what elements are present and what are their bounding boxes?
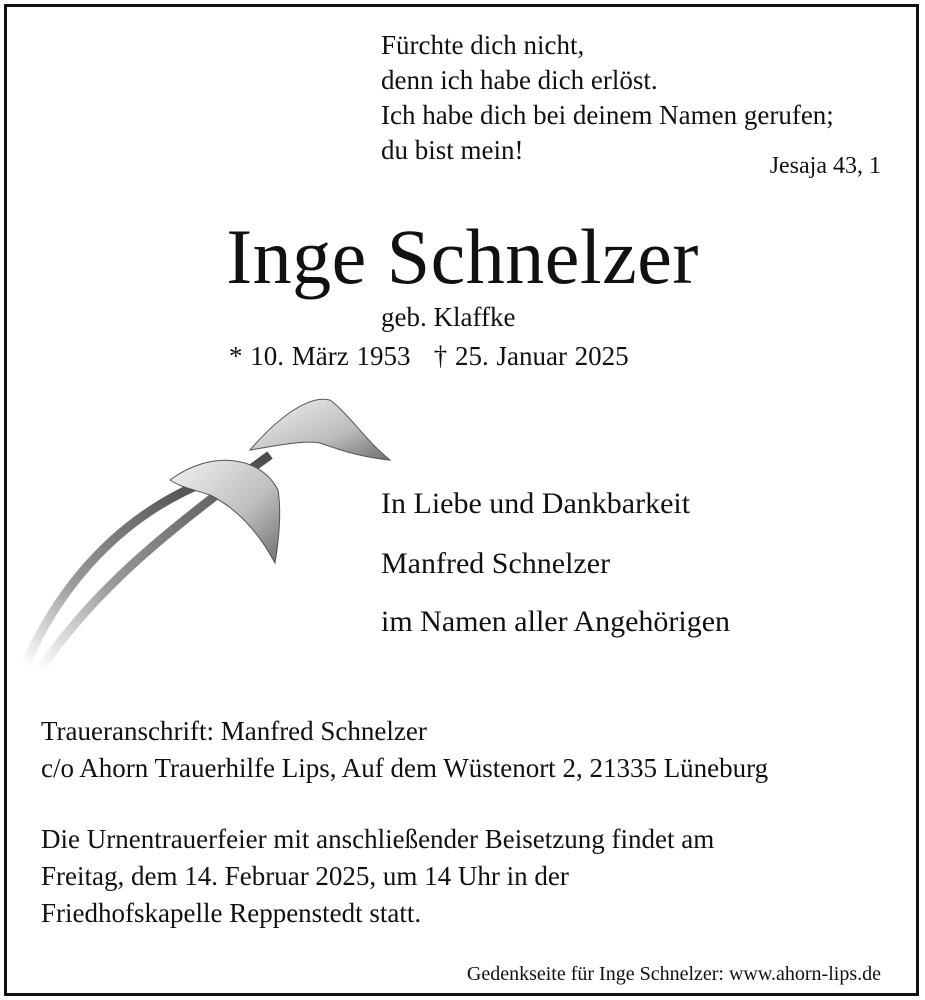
lily-flower — [250, 399, 390, 460]
ceremony-line: Friedhofskapelle Reppenstedt statt. — [41, 898, 422, 928]
address-line: c/o Ahorn Trauerhilfe Lips, Auf dem Wüstenort 2, 21335 Lüneburg — [41, 753, 769, 783]
verse-line: Ich habe dich bei deinem Namen gerufen; — [381, 100, 834, 130]
deceased-name: Inge Schnelzer — [226, 213, 699, 300]
birth-date: * 10. März 1953 — [229, 341, 411, 371]
lily-flower — [170, 460, 280, 563]
ceremony-info — [41, 821, 714, 932]
life-dates — [229, 341, 629, 372]
mourner-name: Manfred Schnelzer — [381, 547, 611, 580]
mourning-line-3: im Namen aller Angehörigen — [381, 605, 731, 638]
verse-line: denn ich habe dich erlöst. — [381, 65, 658, 95]
maiden-name: geb. Klaffke — [381, 302, 516, 332]
ceremony-line: Freitag, dem 14. Februar 2025, um 14 Uhr in der — [41, 861, 569, 891]
bible-verse — [381, 28, 834, 168]
calla-lily-image — [20, 395, 400, 675]
death-date: † 25. Januar 2025 — [433, 341, 629, 371]
address-line: Traueranschrift: Manfred Schnelzer — [41, 716, 427, 746]
memorial-page-link: Gedenkseite für Inge Schnelzer: www.ahorn-lips.de — [466, 963, 881, 985]
verse-line: Fürchte dich nicht, — [381, 30, 585, 60]
verse-reference: Jesaja 43, 1 — [769, 153, 881, 179]
verse-line: du bist mein! — [381, 135, 524, 165]
ceremony-line: Die Urnentrauerfeier mit anschließender Beisetzung findet am — [41, 824, 715, 854]
mourning-address — [41, 713, 768, 787]
mourning-line-1: In Liebe und Dankbarkeit — [381, 487, 691, 520]
